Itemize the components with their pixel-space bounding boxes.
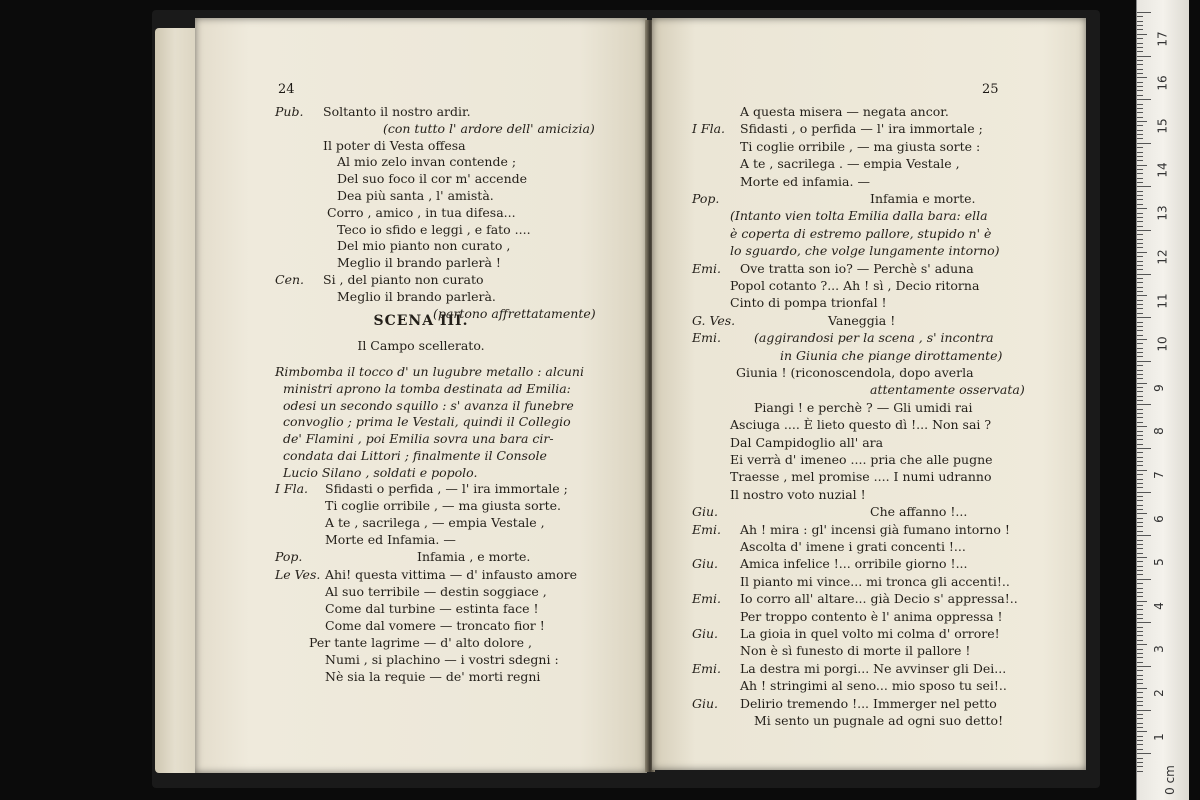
stage-direction-line: convoglio ; prima le Vestali, quindi il Collegio	[283, 414, 571, 430]
ruler-tick	[1137, 335, 1143, 336]
ruler-tick	[1137, 16, 1143, 17]
verse-line: Al mio zelo invan contende ;	[337, 154, 517, 170]
verse-line: A te , sacrilega . — empia Vestale ,	[740, 156, 960, 172]
verse-line: Cinto di pompa trionfal !	[730, 295, 887, 311]
ruler-tick	[1137, 278, 1143, 279]
ruler-tick	[1137, 138, 1143, 139]
ruler-tick	[1137, 108, 1143, 109]
ruler-tick	[1137, 326, 1143, 327]
ruler-tick	[1137, 356, 1143, 357]
verse-line: Del suo foco il cor m' accende	[337, 171, 528, 187]
stage-direction-line: condata dai Littori ; finalmente il Console	[283, 448, 547, 463]
verse-line: Soltanto il nostro ardir.	[323, 104, 471, 119]
ruler-tick	[1137, 710, 1151, 711]
verse-line: A questa misera — negata ancor.	[740, 104, 949, 119]
speaker-label: Le Ves.	[275, 566, 321, 582]
verse-line: Il pianto mi vince... mi tronca gli accenti!..	[740, 573, 1010, 589]
measuring-ruler	[1136, 0, 1189, 800]
ruler-tick	[1137, 343, 1143, 344]
ruler-number: 4	[1151, 601, 1166, 610]
verse-line: Giunia ! (riconoscendola, dopo averla	[736, 365, 974, 380]
ruler-tick	[1137, 90, 1143, 91]
ruler-tick	[1137, 56, 1151, 57]
verse-line: è coperta di estremo pallore, stupido n' è	[730, 225, 992, 241]
ruler-tick	[1137, 457, 1143, 458]
ruler-tick	[1137, 753, 1151, 754]
ruler-tick	[1137, 121, 1147, 122]
verse-line: A te , sacrilega , — empia Vestale ,	[325, 515, 545, 531]
ruler-number: 0 cm	[1162, 765, 1177, 796]
ruler-tick	[1137, 649, 1143, 650]
ruler-tick	[1137, 692, 1143, 693]
ruler-tick	[1137, 618, 1143, 619]
verse-line: Del mio pianto non curato ,	[337, 238, 511, 254]
ruler-tick	[1137, 300, 1143, 301]
stage-direction-line: odesi un secondo squillo : s' avanza il funebre	[283, 397, 574, 413]
ruler-tick	[1137, 644, 1147, 645]
ruler-tick	[1137, 348, 1143, 349]
ruler-tick	[1137, 444, 1143, 445]
verse-line: Asciuga .... È lieto questo dì !... Non sai ?	[730, 417, 992, 433]
ruler-tick	[1137, 130, 1143, 131]
ruler-tick	[1137, 723, 1143, 724]
ruler-number: 1	[1151, 732, 1166, 741]
verse-line: Nè sia la requie — de' morti regni	[325, 669, 541, 685]
ruler-number: 12	[1155, 249, 1170, 265]
ruler-tick	[1137, 431, 1143, 432]
ruler-tick	[1137, 662, 1143, 663]
ruler-tick	[1137, 12, 1151, 13]
ruler-tick	[1137, 483, 1143, 484]
verse-line: Teco io sfido e leggi , e fato ....	[337, 221, 531, 237]
speaker-label: Pub.	[275, 104, 304, 119]
ruler-tick	[1137, 505, 1143, 506]
ruler-tick	[1137, 718, 1143, 719]
ruler-tick	[1137, 182, 1143, 183]
ruler-tick	[1137, 561, 1143, 562]
ruler-tick	[1137, 448, 1151, 449]
ruler-tick	[1137, 178, 1143, 179]
ruler-tick	[1137, 653, 1143, 654]
ruler-tick	[1137, 134, 1143, 135]
verse-line: Non è sì funesto di morte il pallore !	[740, 643, 971, 659]
verse-line: Amica infelice !... orribile giorno !...	[740, 556, 968, 572]
speaker-label: Emi.	[692, 330, 721, 346]
ruler-tick	[1137, 535, 1151, 536]
verse-line: Ahi! questa vittima — d' infausto amore	[325, 566, 577, 582]
ruler-tick	[1137, 34, 1147, 35]
left-page	[195, 18, 647, 773]
verse-line: Ah ! mira : gl' incensi già fumano intorno !	[740, 521, 1010, 537]
ruler-tick	[1137, 217, 1143, 218]
ruler-number: 8	[1151, 427, 1166, 436]
ruler-tick	[1137, 631, 1143, 632]
ruler-tick	[1137, 422, 1143, 423]
ruler-tick	[1137, 413, 1143, 414]
ruler-tick	[1137, 400, 1143, 401]
scene-place: Il Campo scellerato.	[357, 338, 485, 353]
ruler-tick	[1137, 470, 1147, 471]
ruler-tick	[1137, 487, 1143, 488]
ruler-tick	[1137, 322, 1143, 323]
ruler-tick	[1137, 304, 1143, 305]
verse-line: Morte ed Infamia. —	[325, 532, 456, 548]
verse-line: Ah ! stringimi al seno... mio sposo tu sei!..	[740, 678, 1007, 694]
verse-line: Corro , amico , in tua difesa...	[327, 204, 516, 220]
ruler-tick	[1137, 435, 1143, 436]
ruler-tick	[1137, 605, 1143, 606]
ruler-number: 14	[1155, 162, 1170, 178]
ruler-tick	[1137, 104, 1143, 105]
ruler-tick	[1137, 714, 1143, 715]
ruler-tick	[1137, 531, 1143, 532]
ruler-tick	[1137, 191, 1143, 192]
right-page	[652, 18, 1086, 770]
ruler-tick	[1137, 156, 1143, 157]
ruler-tick	[1137, 243, 1143, 244]
ruler-tick	[1137, 744, 1143, 745]
ruler-tick	[1137, 574, 1143, 575]
page-number-left: 24	[278, 82, 295, 97]
verse-line: in Giunia che piange dirottamente)	[780, 347, 1003, 363]
ruler-tick	[1137, 697, 1143, 698]
ruler-number: 6	[1151, 514, 1166, 523]
stage-direction-line: de' Flamini , poi Emilia sovra una bara cir-	[283, 431, 554, 447]
ruler-tick	[1137, 526, 1143, 527]
ruler-tick	[1137, 252, 1147, 253]
ruler-tick	[1137, 439, 1143, 440]
ruler-tick	[1137, 596, 1143, 597]
ruler-tick	[1137, 396, 1143, 397]
ruler-tick	[1137, 365, 1143, 366]
speaker-label: Emi.	[692, 260, 721, 276]
verse-line: La gioia in quel volto mi colma d' orrore!	[740, 626, 1000, 641]
ruler-tick	[1137, 513, 1147, 514]
ruler-tick	[1137, 165, 1147, 166]
ruler-tick	[1137, 731, 1147, 732]
ruler-tick	[1137, 82, 1143, 83]
verse-line: Sfidasti o perfida , — l' ira immortale ;	[325, 481, 568, 496]
ruler-tick	[1137, 370, 1143, 371]
verse-line: Ei verrà d' imeneo .... pria che alle pugne	[730, 452, 993, 467]
verse-line: Popol cotanto ?... Ah ! sì , Decio ritorna	[730, 278, 980, 293]
ruler-tick	[1137, 195, 1143, 196]
ruler-tick	[1137, 579, 1151, 580]
ruler-tick	[1137, 317, 1151, 318]
scene-title: SCENA III.	[373, 313, 469, 329]
verse-line: (con tutto l' ardore dell' amicizia)	[383, 120, 595, 136]
ruler-tick	[1137, 540, 1143, 541]
verse-line: attentamente osservata)	[870, 382, 1025, 398]
ruler-tick	[1137, 43, 1143, 44]
ruler-tick	[1137, 21, 1143, 22]
ruler-tick	[1137, 766, 1143, 767]
ruler-tick	[1137, 461, 1143, 462]
ruler-tick	[1137, 169, 1143, 170]
ruler-tick	[1137, 771, 1143, 772]
ruler-tick	[1137, 199, 1143, 200]
ruler-tick	[1137, 588, 1143, 589]
ruler-tick	[1137, 387, 1143, 388]
verse-line: Dal Campidoglio all' ara	[730, 434, 884, 450]
ruler-number: 10	[1155, 336, 1170, 352]
ruler-tick	[1137, 740, 1143, 741]
verse-line: Morte ed infamia. —	[740, 173, 870, 189]
ruler-number: 11	[1155, 292, 1170, 309]
ruler-tick	[1137, 117, 1143, 118]
verse-line: La destra mi porgi... Ne avvinser gli Dei...	[740, 660, 1007, 676]
speaker-label: Cen.	[275, 272, 304, 287]
ruler-tick	[1137, 727, 1143, 728]
ruler-tick	[1137, 683, 1143, 684]
ruler-tick	[1137, 622, 1151, 623]
ruler-tick	[1137, 247, 1143, 248]
speaker-label: Giu.	[692, 504, 719, 520]
verse-line: Meglio il brando parlerà.	[337, 288, 496, 304]
ruler-tick	[1137, 426, 1147, 427]
verse-line: Delirio tremendo !... Immerger nel petto	[740, 695, 997, 711]
ruler-tick	[1137, 204, 1143, 205]
ruler-tick	[1137, 64, 1143, 65]
ruler-tick	[1137, 239, 1143, 240]
speaker-label: Emi.	[692, 591, 721, 607]
ruler-tick	[1137, 705, 1143, 706]
ruler-tick	[1137, 391, 1143, 392]
speaker-label: I Fla.	[692, 121, 726, 137]
verse-line: Infamia , e morte.	[417, 549, 531, 565]
stage-direction-line: ministri aprono la tomba destinata ad Emilia:	[283, 380, 571, 396]
speaker-label: G. Ves.	[692, 312, 736, 328]
ruler-tick	[1137, 666, 1151, 667]
ruler-tick	[1137, 518, 1143, 519]
verse-line: Vaneggia !	[828, 312, 896, 328]
verse-line: Come dal vomere — troncato fior !	[325, 617, 545, 633]
ruler-tick	[1137, 38, 1143, 39]
speaker-label: I Fla.	[275, 481, 309, 496]
ruler-tick	[1137, 736, 1143, 737]
ruler-tick	[1137, 152, 1143, 153]
ruler-tick	[1137, 230, 1151, 231]
verse-line: Ascolta d' imene i grati concenti !...	[740, 539, 966, 554]
verse-line: Il poter di Vesta offesa	[323, 137, 466, 153]
ruler-tick	[1137, 657, 1143, 658]
verse-line: Numi , si plachino — i vostri sdegni :	[325, 652, 559, 667]
verse-line: Il nostro voto nuzial !	[730, 486, 866, 502]
ruler-number: 15	[1155, 118, 1170, 134]
verse-line: (partono affrettatamente)	[433, 305, 596, 321]
ruler-tick	[1137, 125, 1143, 126]
verse-line: Che affanno !...	[870, 504, 968, 520]
ruler-tick	[1137, 404, 1151, 405]
ruler-tick	[1137, 29, 1143, 30]
ruler-tick	[1137, 509, 1143, 510]
verse-line: Piangi ! e perchè ? — Gli umidi rai	[754, 399, 973, 415]
ruler-tick	[1137, 640, 1143, 641]
verse-line: Mi sento un pugnale ad ogni suo detto!	[754, 713, 1004, 728]
ruler-tick	[1137, 378, 1143, 379]
ruler-tick	[1137, 409, 1143, 410]
ruler-tick	[1137, 679, 1143, 680]
ruler-tick	[1137, 601, 1147, 602]
ruler-tick	[1137, 339, 1147, 340]
verse-line: lo sguardo, che volge lungamente intorno)	[730, 243, 1000, 259]
ruler-tick	[1137, 557, 1147, 558]
ruler-tick	[1137, 553, 1143, 554]
ruler-tick	[1137, 548, 1143, 549]
verse-line: Sfidasti , o perfida — l' ira immortale ;	[740, 121, 983, 137]
ruler-tick	[1137, 374, 1143, 375]
ruler-tick	[1137, 208, 1147, 209]
ruler-tick	[1137, 670, 1143, 671]
verse-line: Meglio il brando parlerà !	[337, 255, 501, 271]
ruler-tick	[1137, 77, 1147, 78]
ruler-tick	[1137, 73, 1143, 74]
ruler-tick	[1137, 265, 1143, 266]
ruler-tick	[1137, 282, 1143, 283]
ruler-tick	[1137, 614, 1143, 615]
ruler-tick	[1137, 86, 1143, 87]
ruler-number: 2	[1151, 689, 1166, 697]
ruler-tick	[1137, 234, 1143, 235]
ruler-tick	[1137, 99, 1151, 100]
ruler-tick	[1137, 675, 1143, 676]
speaker-label: Pop.	[692, 191, 720, 206]
ruler-tick	[1137, 269, 1143, 270]
ruler-tick	[1137, 160, 1143, 161]
ruler-number: 3	[1151, 645, 1166, 654]
verse-line: (aggirandosi per la scena , s' incontra	[754, 330, 994, 346]
ruler-tick	[1137, 452, 1143, 453]
verse-line: Ti coglie orribile , — ma giusta sorte :	[740, 138, 981, 154]
ruler-tick	[1137, 544, 1143, 545]
verse-line: Traesse , mel promise .... I numi udranno	[730, 469, 992, 485]
ruler-number: 5	[1151, 558, 1166, 567]
verse-line: (Intanto vien tolta Emilia dalla bara: ella	[730, 208, 988, 224]
ruler-tick	[1137, 274, 1151, 275]
ruler-tick	[1137, 308, 1143, 309]
ruler-tick	[1137, 383, 1147, 384]
stage-direction-line: Lucio Silano , soldati e popolo.	[283, 464, 478, 480]
ruler-tick	[1137, 627, 1143, 628]
ruler-tick	[1137, 60, 1143, 61]
verse-line: Ove tratta son io? — Perchè s' aduna	[740, 260, 974, 276]
verse-line: Per troppo contento è l' anima oppressa !	[740, 608, 1003, 624]
ruler-tick	[1137, 226, 1143, 227]
speaker-label: Emi.	[692, 660, 721, 676]
speaker-label: Pop.	[275, 549, 303, 565]
ruler-tick	[1137, 287, 1143, 288]
speaker-label: Giu.	[692, 556, 719, 572]
verse-line: Come dal turbine — estinta face !	[325, 600, 539, 616]
ruler-tick	[1137, 570, 1143, 571]
ruler-tick	[1137, 465, 1143, 466]
verse-line: Dea più santa , l' amistà.	[337, 188, 494, 203]
ruler-tick	[1137, 313, 1143, 314]
stage-direction-line: Rimbomba il tocco d' un lugubre metallo : alcuni	[275, 364, 584, 379]
verse-line: Si , del pianto non curato	[323, 272, 484, 287]
page-number-right: 25	[982, 82, 999, 97]
ruler-tick	[1137, 143, 1151, 144]
speaker-label: Giu.	[692, 626, 719, 641]
ruler-tick	[1137, 758, 1143, 759]
ruler-number: 16	[1155, 74, 1170, 91]
ruler-tick	[1137, 69, 1143, 70]
ruler-tick	[1137, 291, 1143, 292]
ruler-tick	[1137, 95, 1143, 96]
ruler-tick	[1137, 256, 1143, 257]
ruler-tick	[1137, 500, 1143, 501]
ruler-tick	[1137, 701, 1143, 702]
ruler-tick	[1137, 330, 1143, 331]
ruler-tick	[1137, 762, 1143, 763]
ruler-tick	[1137, 688, 1147, 689]
ruler-tick	[1137, 474, 1143, 475]
ruler-tick	[1137, 592, 1143, 593]
ruler-number: 9	[1151, 383, 1166, 392]
ruler-tick	[1137, 47, 1143, 48]
ruler-tick	[1137, 609, 1143, 610]
ruler-tick	[1137, 749, 1143, 750]
ruler-tick	[1137, 361, 1151, 362]
verse-line: Io corro all' altare... già Decio s' appressa!..	[740, 591, 1018, 607]
speaker-label: Emi.	[692, 521, 721, 537]
ruler-tick	[1137, 492, 1151, 493]
ruler-tick	[1137, 583, 1143, 584]
verse-line: Per tante lagrime — d' alto dolore ,	[309, 634, 532, 650]
ruler-tick	[1137, 112, 1143, 113]
ruler-tick	[1137, 213, 1143, 214]
ruler-tick	[1137, 173, 1143, 174]
ruler-tick	[1137, 147, 1143, 148]
ruler-tick	[1137, 566, 1143, 567]
verse-line: Infamia e morte.	[870, 191, 976, 206]
ruler-number: 7	[1151, 471, 1166, 479]
ruler-tick	[1137, 352, 1143, 353]
verse-line: Ti coglie orribile , — ma giusta sorte.	[325, 498, 561, 514]
ruler-tick	[1137, 186, 1151, 187]
ruler-tick	[1137, 522, 1143, 523]
speaker-label: Giu.	[692, 695, 719, 711]
ruler-tick	[1137, 496, 1143, 497]
ruler-tick	[1137, 295, 1147, 296]
ruler-number: 17	[1155, 31, 1170, 47]
ruler-tick	[1137, 261, 1143, 262]
verse-line: Al suo terribile — destin soggiace ,	[325, 583, 547, 599]
ruler-tick	[1137, 221, 1143, 222]
ruler-tick	[1137, 635, 1143, 636]
ruler-tick	[1137, 417, 1143, 418]
ruler-tick	[1137, 479, 1143, 480]
ruler-number: 13	[1155, 205, 1170, 222]
ruler-tick	[1137, 51, 1143, 52]
ruler-tick	[1137, 25, 1143, 26]
